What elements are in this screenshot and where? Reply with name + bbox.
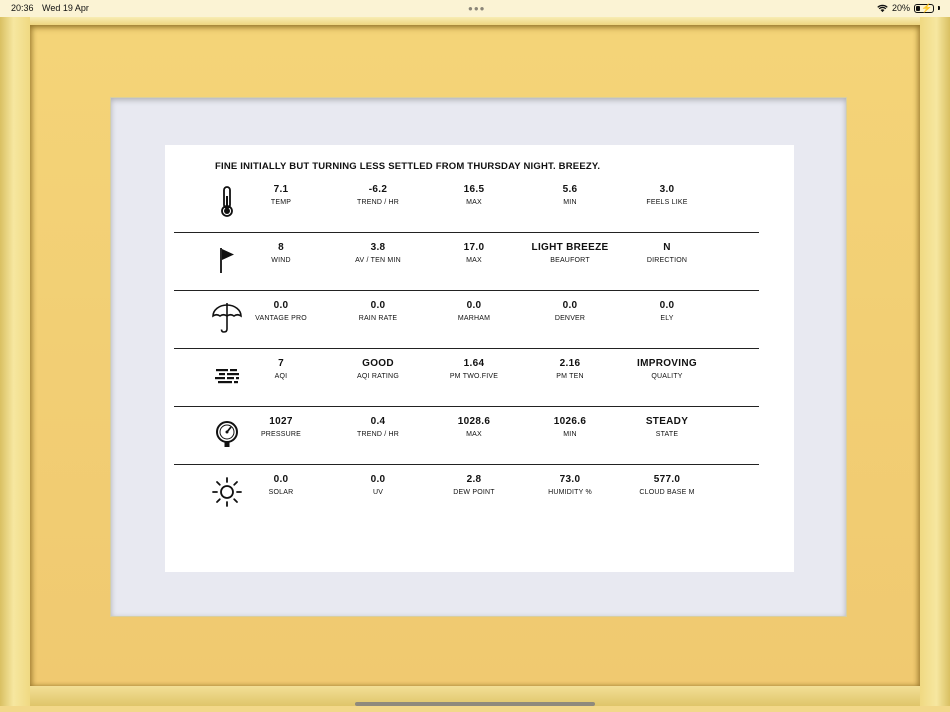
metric-cell [520, 183, 620, 208]
metric-cell [424, 357, 524, 382]
metric-label: STATE [655, 431, 679, 438]
weather-row [174, 349, 759, 407]
metric-value: 2.8 [466, 474, 482, 485]
metric-cell [424, 241, 524, 266]
metric-label: MAX [466, 257, 482, 264]
metric-value: GOOD [362, 358, 394, 369]
metric-cell [520, 357, 620, 382]
metric-value: 0.0 [370, 474, 386, 485]
multitasking-dots-icon[interactable]: ●●● [468, 4, 486, 13]
frame-edge-left [0, 17, 30, 706]
metric-label: MAX [466, 431, 482, 438]
metric-value: 1.64 [463, 358, 485, 369]
metric-value: 17.0 [463, 242, 485, 253]
metric-value: 5.6 [562, 184, 578, 195]
metric-cell [424, 415, 524, 440]
metric-cell [328, 415, 428, 440]
forecast-text: FINE INITIALLY BUT TURNING LESS SETTLED FROM THURSDAY NIGHT. BREEZY. [215, 161, 601, 172]
metric-value: 1026.6 [553, 416, 587, 427]
frame-edge-top [0, 17, 950, 25]
metric-label: AQI RATING [357, 373, 399, 380]
metric-label: DIRECTION [646, 257, 688, 264]
metric-label: AQI [274, 373, 288, 380]
battery-cap [938, 6, 940, 10]
metric-value: 577.0 [653, 474, 681, 485]
metric-cell [520, 241, 620, 266]
metric-label: TREND / HR [356, 431, 400, 438]
metric-value: 1027 [269, 416, 293, 427]
metric-cell [424, 299, 524, 324]
metric-label: VANTAGE PRO [255, 315, 307, 322]
metric-cell [520, 473, 620, 498]
metric-value: LIGHT BREEZE [531, 242, 609, 253]
weather-row [174, 175, 759, 233]
metric-label: SOLAR [268, 489, 294, 496]
metric-label: PM TEN [556, 373, 584, 380]
metric-cell [231, 299, 331, 324]
metric-cell [424, 473, 524, 498]
metric-label: MARHAM [457, 315, 491, 322]
metric-label: QUALITY [651, 373, 683, 380]
battery-icon: ⚡ [914, 4, 934, 13]
metric-value: 8 [278, 242, 284, 253]
metric-label: TREND / HR [356, 199, 400, 206]
frame-edge-right [920, 17, 950, 706]
metric-label: FEELS LIKE [646, 199, 688, 206]
metric-label: MIN [563, 431, 577, 438]
metric-cell [231, 357, 331, 382]
metric-value: 0.0 [273, 474, 289, 485]
wifi-icon [877, 4, 888, 13]
metric-cell [617, 357, 717, 382]
home-indicator[interactable] [355, 702, 595, 706]
metric-cell [231, 241, 331, 266]
metric-label: MAX [466, 199, 482, 206]
metric-label: PRESSURE [260, 431, 302, 438]
metric-label: WIND [271, 257, 291, 264]
metric-label: UV [372, 489, 384, 496]
metric-label: CLOUD BASE M [639, 489, 695, 496]
metric-value: STEADY [645, 416, 689, 427]
metric-cell [231, 415, 331, 440]
battery-percent: 20% [891, 3, 910, 13]
status-bar [0, 0, 950, 17]
metric-value: 0.0 [659, 300, 675, 311]
metric-label: HUMIDITY % [548, 489, 592, 496]
metric-value: 0.0 [273, 300, 289, 311]
metric-value: 7.1 [273, 184, 289, 195]
metric-value: IMPROVING [637, 358, 697, 369]
metric-cell [231, 183, 331, 208]
metric-cell [328, 241, 428, 266]
metric-value: 0.0 [466, 300, 482, 311]
metric-label: TEMP [270, 199, 292, 206]
metric-value: -6.2 [368, 184, 388, 195]
metric-value: 0.0 [562, 300, 578, 311]
metric-label: ELY [660, 315, 674, 322]
metric-value: 16.5 [463, 184, 485, 195]
metric-value: 3.0 [659, 184, 675, 195]
metric-label: DEW POINT [453, 489, 495, 496]
metric-cell [617, 415, 717, 440]
metric-value: 0.0 [370, 300, 386, 311]
metric-label: MIN [563, 199, 577, 206]
metric-cell [424, 183, 524, 208]
metric-cell [617, 473, 717, 498]
metric-cell [328, 473, 428, 498]
metric-value: 2.16 [559, 358, 581, 369]
weather-row [174, 233, 759, 291]
metric-label: AV / TEN MIN [355, 257, 401, 264]
metric-value: 7 [278, 358, 284, 369]
metric-label: RAIN RATE [358, 315, 398, 322]
metric-label: DENVER [554, 315, 586, 322]
metric-cell [617, 183, 717, 208]
metric-value: 3.8 [370, 242, 386, 253]
metric-value: 1028.6 [457, 416, 491, 427]
metric-label: PM TWO.FIVE [449, 373, 499, 380]
status-date: Wed 19 Apr [42, 3, 89, 13]
metric-cell [328, 299, 428, 324]
metric-cell [617, 299, 717, 324]
metric-value: 0.4 [370, 416, 386, 427]
metric-value: 73.0 [559, 474, 581, 485]
metric-cell [520, 299, 620, 324]
weather-row [174, 291, 759, 349]
metric-cell [520, 415, 620, 440]
weather-panel [165, 145, 794, 572]
metric-label: BEAUFORT [550, 257, 590, 264]
metric-cell [617, 241, 717, 266]
metric-value: N [663, 242, 671, 253]
weather-row [174, 407, 759, 465]
metric-cell [328, 183, 428, 208]
status-time: 20:36 [11, 3, 34, 13]
metric-cell [231, 473, 331, 498]
metric-cell [328, 357, 428, 382]
weather-row [174, 465, 759, 523]
